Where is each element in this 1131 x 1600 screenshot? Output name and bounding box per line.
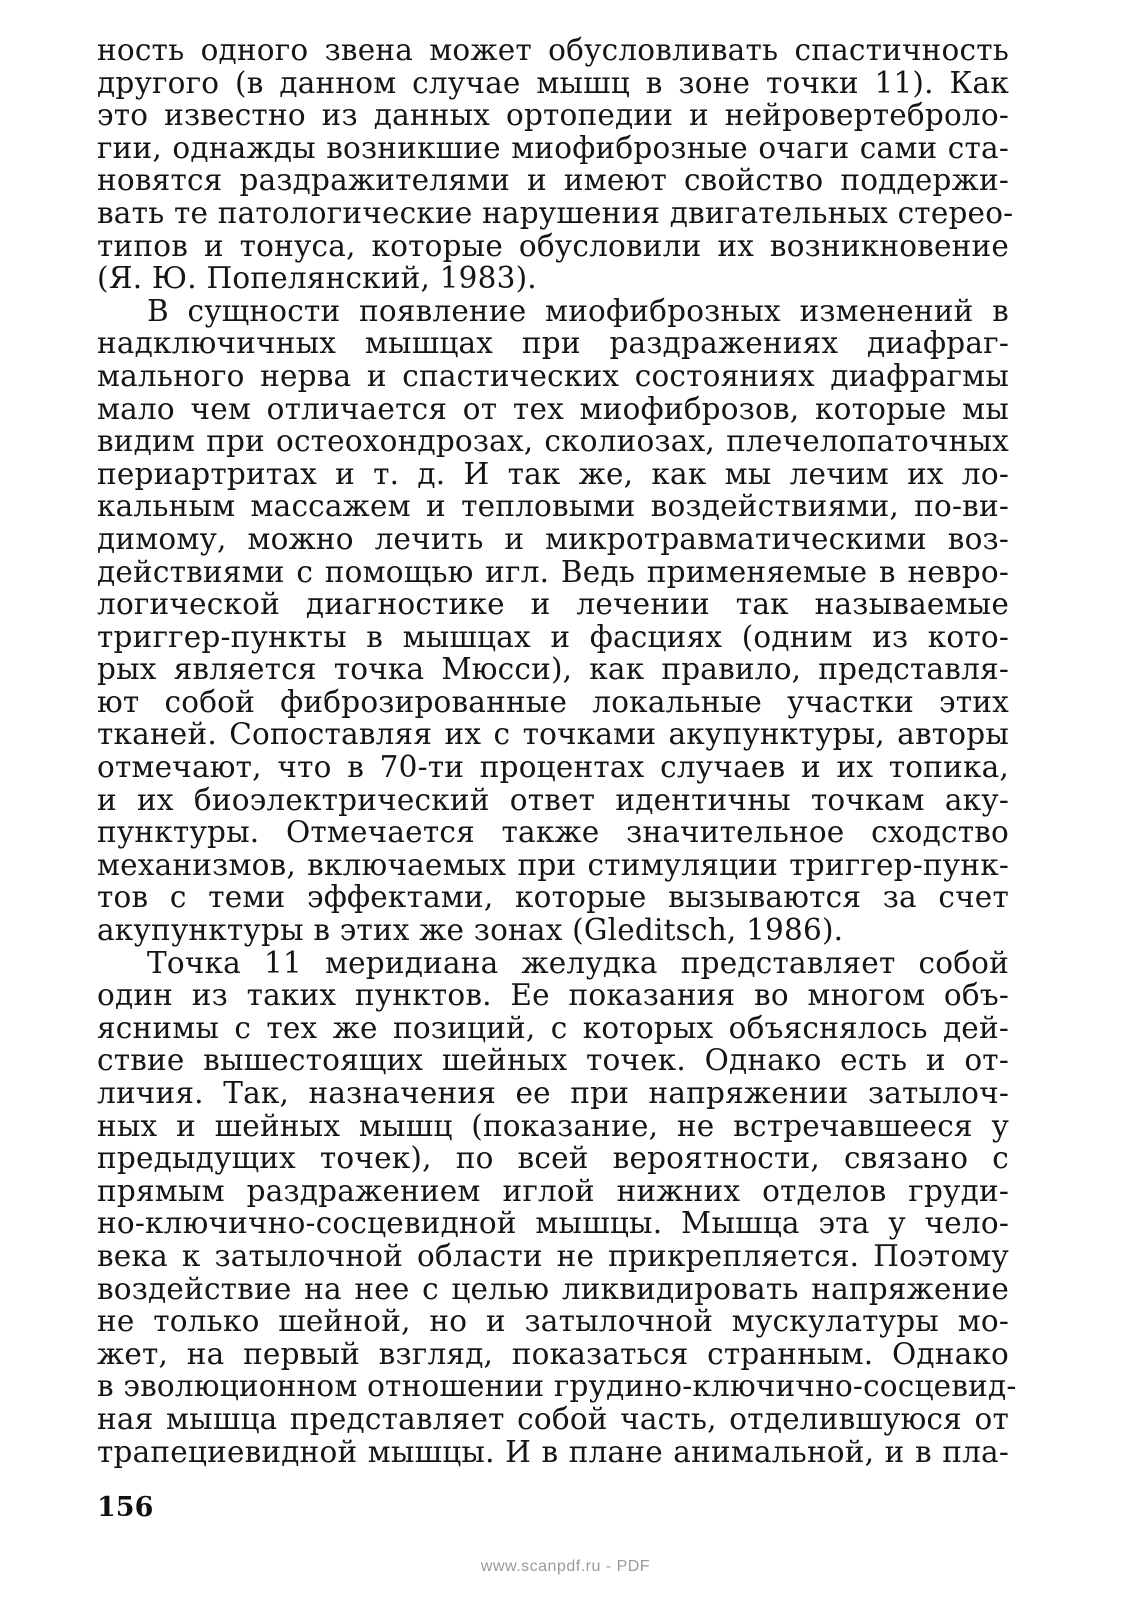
text-line: пунктуры. Отмечается также значительное сходство	[97, 815, 1009, 850]
text-line: жет, на первый взгляд, показаться странным. Однако	[97, 1336, 1009, 1371]
text-line: новятся раздражителями и имеют свойство поддержи-	[97, 163, 1009, 198]
text-line: акупунктуры в этих же зонах (Gleditsch, 1986).	[97, 913, 844, 948]
text-line: (Я. Ю. Попелянский, 1983).	[97, 261, 537, 296]
text-line: ность одного звена может обусловливать спастичность	[97, 33, 1009, 67]
text-line: предыдущих точек), по всей вероятности, связано с	[97, 1141, 1009, 1176]
text-line: ных и шейных мышц (показание, не встречавшееся у	[97, 1108, 1009, 1143]
text-line: видим при остеохондрозах, сколиозах, плечелопаточных	[97, 424, 1009, 459]
text-line: надключичных мышцах при раздражениях диафраг-	[97, 326, 1009, 361]
text-line: ют собой фиброзированные локальные участки этих	[97, 684, 1009, 719]
text-line: один из таких пунктов. Ее показания во многом объ-	[97, 978, 1009, 1013]
text-line: трапециевидной мышцы. И в плане анимальной, и в пла-	[97, 1434, 1009, 1469]
text-line: прямым раздражением иглой нижних отделов груди-	[97, 1173, 1009, 1208]
page-number: 156	[97, 1492, 154, 1523]
text-line: димому, можно лечить и микротравматическими воз-	[97, 521, 1009, 556]
text-line: ствие вышестоящих шейных точек. Однако есть и от-	[97, 1043, 1009, 1078]
paragraph-1	[97, 33, 1014, 296]
text-line: мало чем отличается от тех миофиброзов, которые мы	[97, 391, 1009, 426]
watermark-text: www.scanpdf.ru - PDF	[480, 1558, 651, 1575]
text-line: другого (в данном случае мышц в зоне точки 11). Как	[97, 65, 1009, 100]
text-line: но-ключично-сосцевидной мышцы. Мышца эта у чело-	[97, 1206, 1009, 1241]
text-line: кальным массажем и тепловыми воздействиями, по-ви-	[97, 489, 1009, 524]
text-line: яснимы с тех же позиций, с которых объяснялось дей-	[97, 1010, 1009, 1045]
text-line: действиями с помощью игл. Ведь применяемые в невро-	[97, 554, 1009, 589]
text-line: В сущности появление миофиброзных изменений в	[147, 293, 1009, 328]
text-line: механизмов, включаемых при стимуляции триггер-пунк-	[97, 847, 1009, 882]
text-line: периартритах и т. д. И так же, как мы лечим их ло-	[97, 456, 1009, 491]
paragraph-3	[97, 945, 1017, 1469]
text-line: это известно из данных ортопедии и нейровертеброло-	[97, 98, 1009, 133]
text-line: гии, однажды возникшие миофиброзные очаги сами ста-	[97, 130, 1009, 165]
text-line: тов с теми эффектами, которые вызываются за счет	[97, 880, 1009, 915]
text-line: Точка 11 меридиана желудка представляет собой	[147, 945, 1009, 980]
page-body	[97, 33, 1017, 1469]
text-line: отмечают, что в 70-ти процентах случаев и их топика,	[97, 750, 1009, 785]
paragraph-2	[97, 295, 1009, 947]
text-line: триггер-пункты в мышцах и фасциях (одним из кото-	[97, 619, 1009, 654]
text-line: мального нерва и спастических состояниях диафрагмы	[97, 358, 1009, 393]
text-line: личия. Так, назначения ее при напряжении затылоч-	[97, 1076, 1009, 1110]
text-line: тканей. Сопоставляя их с точками акупунктуры, авторы	[97, 717, 1009, 752]
text-line: вать те патологические нарушения двигательных стерео-	[97, 195, 1014, 230]
text-line: и их биоэлектрический ответ идентичны точкам аку-	[97, 782, 1009, 817]
text-line: ная мышца представляет собой часть, отделившуюся от	[97, 1401, 1009, 1436]
text-line: в эволюционном отношении грудино-ключично-сосцевид-	[97, 1369, 1017, 1404]
text-line: века к затылочной области не прикрепляется. Поэтому	[97, 1238, 1009, 1273]
text-line: не только шейной, но и затылочной мускулатуры мо-	[97, 1304, 1009, 1339]
text-line: воздействие на нее с целью ликвидировать напряжение	[97, 1271, 1009, 1306]
text-line: рых является точка Мюсси), как правило, представля-	[97, 652, 1009, 687]
text-line: логической диагностике и лечении так называемые	[97, 587, 1009, 622]
text-line: типов и тонуса, которые обусловили их возникновение	[97, 228, 1009, 263]
